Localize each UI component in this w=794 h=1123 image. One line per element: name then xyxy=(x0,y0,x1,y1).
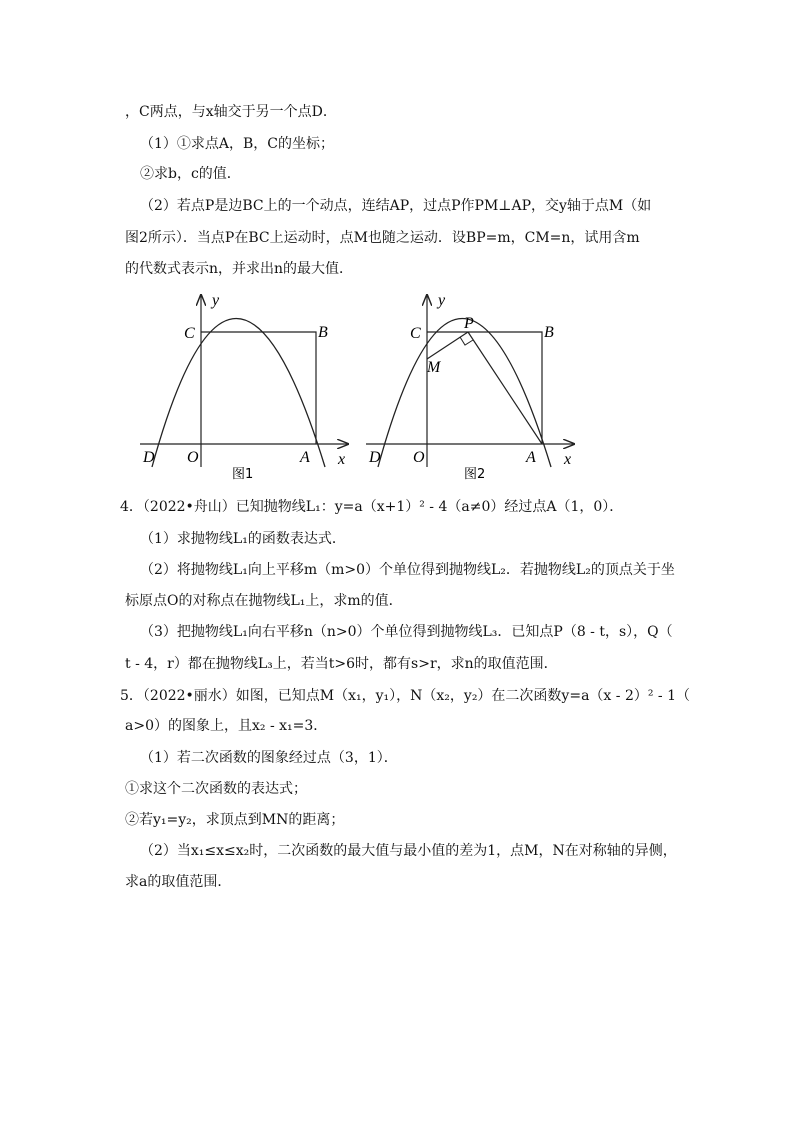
q4-part3-line1: （3）把抛物线L₁向右平移n（n>0）个单位得到抛物线L₃．已知点P（8 - t，s），Q（ xyxy=(140,624,673,640)
q3-part1-2: ②求b，c的值． xyxy=(140,166,241,182)
q4-part2-line1: （2）将抛物线L₁向上平移m（m>0）个单位得到抛物线L₂．若抛物线L₂的顶点关于坐 xyxy=(140,562,675,578)
q3-part1-1: （1）①求点A，B，C的坐标； xyxy=(140,136,335,152)
figure-2-caption: 图2 xyxy=(464,467,486,482)
q3-part2-line1: （2）若点P是边BC上的一个动点，连结AP，过点P作PM⊥AP，交y轴于点M（如 xyxy=(140,198,652,214)
label-B: B xyxy=(544,324,554,341)
label-P: P xyxy=(464,315,474,332)
label-O: O xyxy=(187,449,199,466)
label-O: O xyxy=(413,449,425,466)
label-D: D xyxy=(143,449,155,466)
q4-heading: 4．（2022•舟山）已知抛物线L₁：y=a（x+1）² - 4（a≠0）经过点A（1，0）． xyxy=(120,499,624,515)
label-y: y xyxy=(438,292,446,309)
q4-part2-line2: 标原点O的对称点在抛物线L₁上，求m的值． xyxy=(125,593,403,609)
q3-part2-line2: 图2所示）．当点P在BC上运动时，点M也随之运动．设BP=m，CM=n，试用含m xyxy=(125,230,640,246)
parabola xyxy=(378,319,551,468)
segment-AP xyxy=(468,332,542,444)
label-x: x xyxy=(564,451,572,468)
q5-heading-line2: a>0）的图象上，且x₂ - x₁=3． xyxy=(125,718,328,734)
rectangle-cba xyxy=(427,332,542,444)
label-B: B xyxy=(318,324,328,341)
q5-part2-line1: （2）当x₁≤x≤x₂时，二次函数的最大值与最小值的差为1，点M，N在对称轴的异侧， xyxy=(140,843,677,859)
q5-part1: （1）若二次函数的图象经过点（3，1）． xyxy=(140,750,398,766)
label-x: x xyxy=(338,451,346,468)
q5-part1-2: ②若y₁=y₂，求顶点到MN的距离； xyxy=(125,812,345,828)
label-M: M xyxy=(427,359,441,376)
parabola xyxy=(152,319,325,468)
q3-intro: ，C两点，与x轴交于另一个点D． xyxy=(125,104,337,120)
figure-1 xyxy=(130,285,360,482)
figure-2 xyxy=(356,285,586,482)
label-C: C xyxy=(184,325,195,342)
label-C: C xyxy=(410,325,421,342)
rectangle-cba xyxy=(201,332,316,444)
q4-part1: （1）求抛物线L₁的函数表达式． xyxy=(140,531,346,547)
q5-part1-1: ①求这个二次函数的表达式； xyxy=(125,781,307,797)
label-y: y xyxy=(212,292,220,309)
q5-heading-line1: 5．（2022•丽水）如图，已知点M（x₁，y₁），N（x₂，y₂）在二次函数y=a（x - 2）² - 1（ xyxy=(120,688,691,704)
q5-part2-line2: 求a的取值范围． xyxy=(125,874,232,890)
figure-1-caption: 图1 xyxy=(232,467,254,482)
label-A: A xyxy=(300,449,310,466)
label-A: A xyxy=(526,449,536,466)
label-D: D xyxy=(369,449,381,466)
q4-part3-line2: t - 4，r）都在抛物线L₃上，若当t>6时，都有s>r，求n的取值范围． xyxy=(125,656,558,672)
right-angle-mark xyxy=(460,337,473,345)
q3-part2-line3: 的代数式表示n，并求出n的最大值． xyxy=(125,261,354,277)
